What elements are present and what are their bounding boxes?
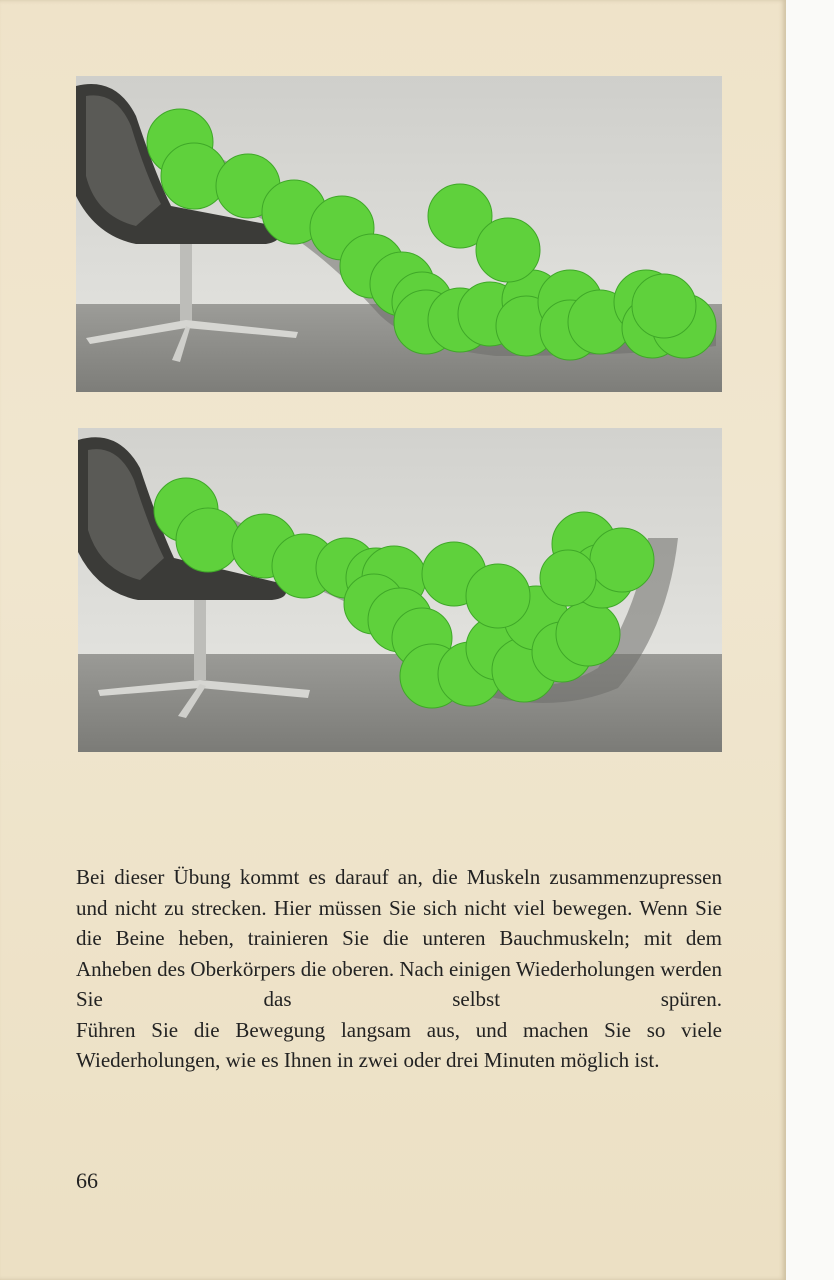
page-number: 66 xyxy=(76,1168,98,1193)
paragraph-1: Bei dieser Übung kommt es darauf an, die Muskeln zusammenzupressen und nicht zu strecken. Hier müssen Sie sich nicht viel bewegen. Wenn Sie die Beine heben, trainieren Sie die unteren Bauchmuskeln; mit dem Anheben des Oberkörpers die oberen. Nach einigen Wiederholungen werden Sie das selbst spüren. xyxy=(76,865,722,1011)
photo-bottom xyxy=(78,428,722,752)
scan-background xyxy=(786,0,834,1280)
body-text xyxy=(76,862,722,1076)
photo-top xyxy=(76,76,722,392)
paragraph-2: Führen Sie die Bewegung langsam aus, und machen Sie so viele Wiederholungen, wie es Ihnen in zwei oder drei Minuten möglich ist. xyxy=(76,1017,722,1072)
